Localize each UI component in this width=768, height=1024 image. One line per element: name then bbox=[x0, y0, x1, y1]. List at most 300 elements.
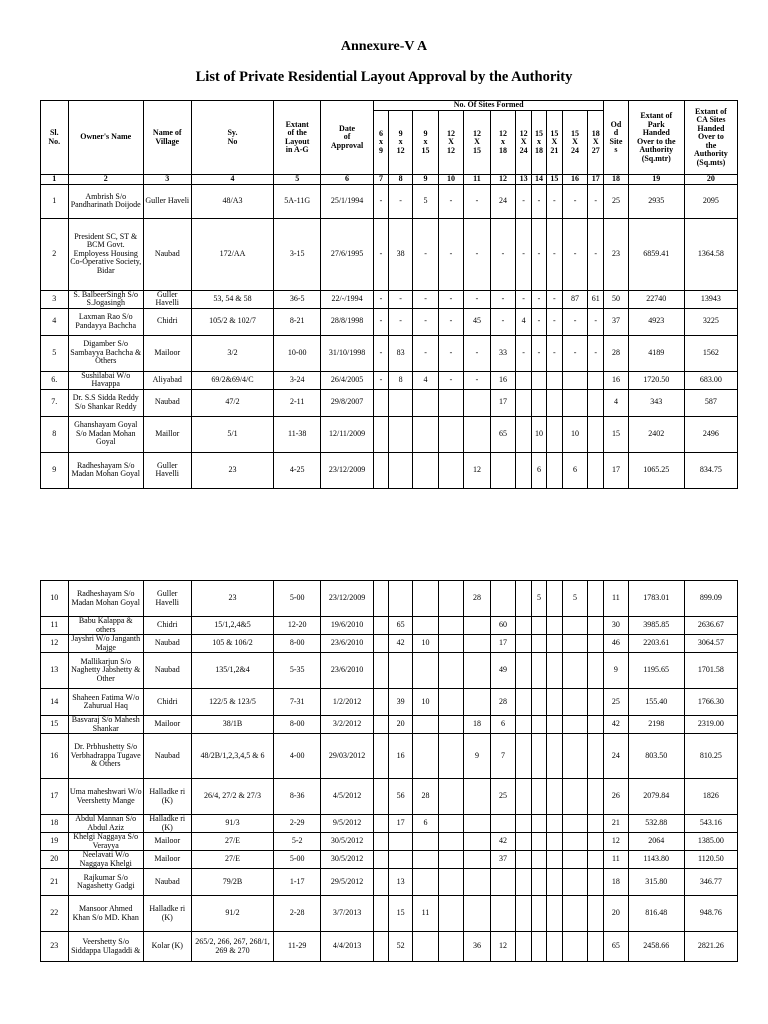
column-number: 1 bbox=[41, 175, 69, 185]
cell-site-count bbox=[438, 452, 463, 488]
cell-ca-area: 1562 bbox=[684, 335, 737, 371]
cell-site-count bbox=[374, 716, 389, 734]
cell-site-count bbox=[588, 833, 604, 851]
cell-park-area: 2079.84 bbox=[628, 779, 684, 815]
cell-village: Halladke ri (K) bbox=[143, 779, 191, 815]
cell-site-count bbox=[588, 851, 604, 869]
cell-owner-name: Ambrish S/o Pandharinath Doijode bbox=[68, 184, 143, 218]
cell-site-count bbox=[490, 581, 515, 617]
cell-site-count bbox=[374, 932, 389, 962]
cell-site-count bbox=[588, 389, 604, 416]
table-row bbox=[41, 932, 738, 962]
cell-ca-area: 1701.58 bbox=[684, 653, 737, 689]
cell-owner-name: Jayshri W/o Janganth Majge bbox=[68, 635, 143, 653]
cell-site-count bbox=[516, 932, 532, 962]
cell-site-count bbox=[388, 851, 412, 869]
header-sites-formed: No. Of Sites Formed bbox=[374, 101, 604, 111]
cell-site-count bbox=[532, 869, 547, 896]
cell-site-count bbox=[516, 869, 532, 896]
cell-site-count: - bbox=[438, 218, 463, 290]
cell-site-count bbox=[588, 716, 604, 734]
cell-site-count bbox=[374, 896, 389, 932]
cell-park-area: 532.88 bbox=[628, 815, 684, 833]
cell-sy-no: 265/2, 266, 267, 268/1, 269 & 270 bbox=[191, 932, 274, 962]
cell-ca-area: 1120.50 bbox=[684, 851, 737, 869]
cell-site-count bbox=[588, 734, 604, 779]
cell-owner-name: Dr. S.S Sidda Reddy S/o Shankar Reddy bbox=[68, 389, 143, 416]
cell-site-count bbox=[438, 635, 463, 653]
cell-site-count bbox=[374, 653, 389, 689]
cell-site-count bbox=[516, 416, 532, 452]
cell-site-count: - bbox=[546, 290, 562, 308]
cell-ca-area: 2636.67 bbox=[684, 617, 737, 635]
header-extant-layout: Extant of the Layout in A-G bbox=[274, 101, 321, 175]
cell-site-count bbox=[374, 635, 389, 653]
cell-owner-name: Digamber S/o Sambayya Bachcha & Others bbox=[68, 335, 143, 371]
cell-extant: 8-00 bbox=[274, 635, 321, 653]
cell-extant: 3-24 bbox=[274, 371, 321, 389]
cell-site-count bbox=[516, 689, 532, 716]
cell-site-count bbox=[532, 779, 547, 815]
cell-site-count bbox=[516, 779, 532, 815]
cell-site-count bbox=[562, 869, 587, 896]
cell-site-count bbox=[588, 617, 604, 635]
column-number: 14 bbox=[532, 175, 547, 185]
cell-site-count: - bbox=[516, 290, 532, 308]
cell-site-count bbox=[413, 716, 438, 734]
cell-site-count bbox=[464, 617, 491, 635]
header-site-size: 9 x 15 bbox=[413, 111, 438, 175]
cell-site-count bbox=[546, 653, 562, 689]
cell-site-count: 4 bbox=[516, 308, 532, 335]
cell-site-count: - bbox=[388, 290, 412, 308]
cell-park-area: 2402 bbox=[628, 416, 684, 452]
cell-site-count bbox=[562, 617, 587, 635]
cell-owner-name: Neelavati W/o Naggaya Khelgi bbox=[68, 851, 143, 869]
cell-site-count bbox=[546, 635, 562, 653]
cell-extant: 1-17 bbox=[274, 869, 321, 896]
cell-site-count bbox=[532, 932, 547, 962]
cell-site-count: 49 bbox=[490, 653, 515, 689]
table-row bbox=[41, 653, 738, 689]
cell-site-count bbox=[464, 416, 491, 452]
cell-site-count bbox=[562, 389, 587, 416]
cell-site-count bbox=[546, 389, 562, 416]
cell-site-count bbox=[374, 452, 389, 488]
cell-site-count bbox=[516, 581, 532, 617]
cell-sy-no: 122/5 & 123/5 bbox=[191, 689, 274, 716]
cell-site-count bbox=[532, 851, 547, 869]
table-row bbox=[41, 779, 738, 815]
cell-site-count: - bbox=[562, 218, 587, 290]
cell-village: Naubad bbox=[143, 389, 191, 416]
cell-site-count bbox=[464, 653, 491, 689]
cell-owner-name: Sushilabai W/o Havappa bbox=[68, 371, 143, 389]
header-site-size: 12 X 15 bbox=[464, 111, 491, 175]
cell-site-count: 16 bbox=[388, 734, 412, 779]
table-row bbox=[41, 617, 738, 635]
cell-sy-no: 38/1B bbox=[191, 716, 274, 734]
column-number: 12 bbox=[490, 175, 515, 185]
cell-site-count bbox=[490, 452, 515, 488]
cell-site-count bbox=[374, 617, 389, 635]
header-odd-sites: Od d Site s bbox=[604, 101, 628, 175]
cell-sy-no: 23 bbox=[191, 452, 274, 488]
cell-sl-no: 13 bbox=[41, 653, 69, 689]
cell-site-count: - bbox=[490, 290, 515, 308]
cell-extant: 8-00 bbox=[274, 716, 321, 734]
cell-site-count bbox=[532, 833, 547, 851]
column-number: 18 bbox=[604, 175, 628, 185]
cell-village: Naubad bbox=[143, 734, 191, 779]
table-row bbox=[41, 635, 738, 653]
cell-owner-name: Ghanshayam Goyal S/o Madan Mohan Goyal bbox=[68, 416, 143, 452]
cell-site-count: - bbox=[464, 184, 491, 218]
cell-site-count: 87 bbox=[562, 290, 587, 308]
cell-sy-no: 172/AA bbox=[191, 218, 274, 290]
cell-site-count: - bbox=[438, 335, 463, 371]
cell-sy-no: 5/1 bbox=[191, 416, 274, 452]
cell-site-count: - bbox=[374, 290, 389, 308]
cell-site-count bbox=[532, 617, 547, 635]
cell-site-count: - bbox=[516, 184, 532, 218]
cell-sy-no: 23 bbox=[191, 581, 274, 617]
cell-sy-no: 105 & 106/2 bbox=[191, 635, 274, 653]
cell-sy-no: 48/A3 bbox=[191, 184, 274, 218]
cell-ca-area: 948.76 bbox=[684, 896, 737, 932]
header-site-size: 12 X 24 bbox=[516, 111, 532, 175]
cell-site-count: 65 bbox=[388, 617, 412, 635]
cell-park-area: 2935 bbox=[628, 184, 684, 218]
cell-site-count bbox=[388, 833, 412, 851]
cell-site-count: 83 bbox=[388, 335, 412, 371]
cell-site-count: - bbox=[413, 218, 438, 290]
cell-site-count bbox=[532, 371, 547, 389]
cell-sl-no: 4 bbox=[41, 308, 69, 335]
cell-owner-name: Mansoor Ahmed Khan S/o MD. Khan bbox=[68, 896, 143, 932]
cell-park-area: 343 bbox=[628, 389, 684, 416]
cell-sl-no: 12 bbox=[41, 635, 69, 653]
cell-site-count: - bbox=[413, 308, 438, 335]
cell-sl-no: 15 bbox=[41, 716, 69, 734]
cell-site-count bbox=[546, 779, 562, 815]
cell-odd-sites: 11 bbox=[604, 581, 628, 617]
cell-date: 27/6/1995 bbox=[321, 218, 374, 290]
cell-village: Guller Haveli bbox=[143, 184, 191, 218]
cell-sl-no: 2 bbox=[41, 218, 69, 290]
header-date-approval: Date of Approval bbox=[321, 101, 374, 175]
cell-site-count: - bbox=[516, 218, 532, 290]
cell-site-count bbox=[464, 833, 491, 851]
cell-extant: 8-36 bbox=[274, 779, 321, 815]
header-site-size: 15 x 18 bbox=[532, 111, 547, 175]
cell-site-count: 15 bbox=[388, 896, 412, 932]
cell-site-count: 28 bbox=[464, 581, 491, 617]
cell-park-area: 3985.85 bbox=[628, 617, 684, 635]
table-row bbox=[41, 896, 738, 932]
table-row bbox=[41, 184, 738, 218]
column-number: 19 bbox=[628, 175, 684, 185]
header-sy-no: Sy. No bbox=[191, 101, 274, 175]
cell-sy-no: 91/3 bbox=[191, 815, 274, 833]
cell-owner-name: Shaheen Fatima W/o Zahurual Haq bbox=[68, 689, 143, 716]
cell-site-count bbox=[532, 815, 547, 833]
cell-site-count bbox=[546, 416, 562, 452]
cell-site-count: - bbox=[588, 308, 604, 335]
cell-park-area: 4189 bbox=[628, 335, 684, 371]
cell-site-count bbox=[562, 815, 587, 833]
header-village: Name of Village bbox=[143, 101, 191, 175]
cell-site-count: - bbox=[388, 184, 412, 218]
cell-site-count: 6 bbox=[532, 452, 547, 488]
cell-site-count bbox=[413, 734, 438, 779]
cell-sy-no: 135/1,2&4 bbox=[191, 653, 274, 689]
cell-odd-sites: 37 bbox=[604, 308, 628, 335]
cell-site-count bbox=[388, 452, 412, 488]
cell-sl-no: 18 bbox=[41, 815, 69, 833]
cell-site-count: 17 bbox=[490, 635, 515, 653]
cell-site-count: - bbox=[464, 371, 491, 389]
cell-site-count bbox=[588, 896, 604, 932]
table-row bbox=[41, 716, 738, 734]
cell-owner-name: Laxman Rao S/o Pandayya Bachcha bbox=[68, 308, 143, 335]
cell-date: 28/8/1998 bbox=[321, 308, 374, 335]
cell-site-count bbox=[464, 389, 491, 416]
cell-site-count: 33 bbox=[490, 335, 515, 371]
cell-date: 23/12/2009 bbox=[321, 452, 374, 488]
cell-site-count: 12 bbox=[490, 932, 515, 962]
cell-site-count: - bbox=[532, 335, 547, 371]
header-site-size: 12 X 12 bbox=[438, 111, 463, 175]
cell-owner-name: Dr. Prbhushetty S/o Verbhadrappa Tugave & Others bbox=[68, 734, 143, 779]
cell-site-count bbox=[588, 371, 604, 389]
cell-site-count: 9 bbox=[464, 734, 491, 779]
cell-site-count: 6 bbox=[562, 452, 587, 488]
cell-village: Naubad bbox=[143, 653, 191, 689]
cell-site-count: - bbox=[546, 218, 562, 290]
cell-odd-sites: 24 bbox=[604, 734, 628, 779]
cell-village: Mailoor bbox=[143, 335, 191, 371]
cell-site-count bbox=[438, 581, 463, 617]
cell-date: 23/12/2009 bbox=[321, 581, 374, 617]
cell-site-count: - bbox=[374, 218, 389, 290]
cell-site-count bbox=[532, 389, 547, 416]
cell-village: Halladke ri (K) bbox=[143, 896, 191, 932]
cell-site-count bbox=[516, 452, 532, 488]
cell-ca-area: 3064.57 bbox=[684, 635, 737, 653]
cell-site-count: 4 bbox=[413, 371, 438, 389]
cell-site-count bbox=[562, 689, 587, 716]
header-site-size: 15 X 24 bbox=[562, 111, 587, 175]
cell-owner-name: S. BalbeerSingh S/o S.Jogasingh bbox=[68, 290, 143, 308]
cell-odd-sites: 23 bbox=[604, 218, 628, 290]
cell-sy-no: 27/E bbox=[191, 851, 274, 869]
cell-site-count bbox=[588, 581, 604, 617]
cell-extant: 5-00 bbox=[274, 851, 321, 869]
annexure-title: Annexure-V A bbox=[340, 39, 428, 54]
cell-site-count: - bbox=[490, 308, 515, 335]
cell-site-count bbox=[490, 896, 515, 932]
cell-date: 30/5/2012 bbox=[321, 851, 374, 869]
cell-site-count: 18 bbox=[464, 716, 491, 734]
header-site-size: 18 X 27 bbox=[588, 111, 604, 175]
cell-ca-area: 2821.26 bbox=[684, 932, 737, 962]
cell-site-count bbox=[546, 689, 562, 716]
cell-odd-sites: 17 bbox=[604, 452, 628, 488]
cell-sy-no: 48/2B/1,2,3,4,5 & 6 bbox=[191, 734, 274, 779]
cell-site-count: - bbox=[546, 184, 562, 218]
cell-village: Naubad bbox=[143, 218, 191, 290]
cell-sl-no: 19 bbox=[41, 833, 69, 851]
cell-site-count bbox=[388, 653, 412, 689]
cell-site-count bbox=[374, 869, 389, 896]
cell-site-count bbox=[388, 389, 412, 416]
cell-site-count bbox=[516, 389, 532, 416]
cell-site-count bbox=[413, 617, 438, 635]
header-site-size: 6 x 9 bbox=[374, 111, 389, 175]
cell-site-count: 60 bbox=[490, 617, 515, 635]
cell-site-count bbox=[546, 896, 562, 932]
cell-village: Kolar (K) bbox=[143, 932, 191, 962]
column-number: 10 bbox=[438, 175, 463, 185]
cell-site-count bbox=[438, 389, 463, 416]
cell-odd-sites: 16 bbox=[604, 371, 628, 389]
cell-sl-no: 9 bbox=[41, 452, 69, 488]
cell-site-count: - bbox=[588, 218, 604, 290]
column-number: 7 bbox=[374, 175, 389, 185]
cell-sl-no: 1 bbox=[41, 184, 69, 218]
table-row bbox=[41, 389, 738, 416]
cell-park-area: 1195.65 bbox=[628, 653, 684, 689]
cell-site-count: 38 bbox=[388, 218, 412, 290]
cell-park-area: 2064 bbox=[628, 833, 684, 851]
cell-site-count: - bbox=[438, 308, 463, 335]
cell-village: Mailoor bbox=[143, 833, 191, 851]
cell-site-count bbox=[438, 779, 463, 815]
cell-site-count bbox=[438, 416, 463, 452]
cell-odd-sites: 20 bbox=[604, 896, 628, 932]
cell-site-count bbox=[438, 815, 463, 833]
cell-site-count: 42 bbox=[490, 833, 515, 851]
cell-extant: 36-5 bbox=[274, 290, 321, 308]
cell-site-count: 37 bbox=[490, 851, 515, 869]
cell-ca-area: 683.00 bbox=[684, 371, 737, 389]
column-number: 4 bbox=[191, 175, 274, 185]
cell-date: 1/2/2012 bbox=[321, 689, 374, 716]
cell-ca-area: 3225 bbox=[684, 308, 737, 335]
cell-site-count: 28 bbox=[490, 689, 515, 716]
cell-park-area: 4923 bbox=[628, 308, 684, 335]
cell-extant: 4-00 bbox=[274, 734, 321, 779]
cell-village: Naubad bbox=[143, 635, 191, 653]
cell-site-count: - bbox=[562, 308, 587, 335]
cell-odd-sites: 15 bbox=[604, 416, 628, 452]
cell-site-count bbox=[374, 389, 389, 416]
cell-site-count bbox=[464, 896, 491, 932]
cell-site-count: 10 bbox=[532, 416, 547, 452]
cell-site-count bbox=[438, 653, 463, 689]
cell-date: 23/6/2010 bbox=[321, 635, 374, 653]
cell-site-count: 56 bbox=[388, 779, 412, 815]
cell-ca-area: 13943 bbox=[684, 290, 737, 308]
cell-site-count bbox=[438, 833, 463, 851]
cell-site-count: - bbox=[438, 371, 463, 389]
cell-site-count bbox=[588, 815, 604, 833]
cell-site-count bbox=[546, 869, 562, 896]
cell-site-count bbox=[413, 833, 438, 851]
cell-village: Guller Havelli bbox=[143, 290, 191, 308]
cell-site-count bbox=[516, 833, 532, 851]
cell-site-count bbox=[438, 896, 463, 932]
cell-site-count bbox=[464, 779, 491, 815]
cell-site-count: 17 bbox=[388, 815, 412, 833]
cell-odd-sites: 50 bbox=[604, 290, 628, 308]
cell-site-count bbox=[562, 734, 587, 779]
cell-park-area: 315.80 bbox=[628, 869, 684, 896]
table-row bbox=[41, 452, 738, 488]
cell-ca-area: 346.77 bbox=[684, 869, 737, 896]
header-park-area: Extant of Park Handed Over to the Authority (Sq.mtr) bbox=[628, 101, 684, 175]
cell-site-count bbox=[562, 635, 587, 653]
header-site-size: 15 X 21 bbox=[546, 111, 562, 175]
table-row bbox=[41, 308, 738, 335]
cell-site-count: 10 bbox=[562, 416, 587, 452]
cell-date: 9/5/2012 bbox=[321, 815, 374, 833]
cell-site-count: - bbox=[546, 335, 562, 371]
cell-site-count: 45 bbox=[464, 308, 491, 335]
cell-site-count: - bbox=[438, 184, 463, 218]
cell-site-count bbox=[374, 416, 389, 452]
cell-park-area: 2198 bbox=[628, 716, 684, 734]
layout-approval-table-part-2 bbox=[40, 580, 738, 962]
cell-sl-no: 20 bbox=[41, 851, 69, 869]
cell-site-count bbox=[516, 617, 532, 635]
cell-date: 3/7/2013 bbox=[321, 896, 374, 932]
cell-site-count bbox=[546, 833, 562, 851]
cell-date: 19/6/2010 bbox=[321, 617, 374, 635]
cell-village: Chidri bbox=[143, 689, 191, 716]
cell-park-area: 803.50 bbox=[628, 734, 684, 779]
cell-owner-name: Veershetty S/o Siddappa Ulagaddi & bbox=[68, 932, 143, 962]
header-site-size: 9 x 12 bbox=[388, 111, 412, 175]
cell-site-count: - bbox=[374, 184, 389, 218]
cell-site-count bbox=[532, 689, 547, 716]
table-row bbox=[41, 734, 738, 779]
cell-sy-no: 53, 54 & 58 bbox=[191, 290, 274, 308]
cell-park-area: 22740 bbox=[628, 290, 684, 308]
cell-extant: 3-15 bbox=[274, 218, 321, 290]
cell-site-count bbox=[562, 932, 587, 962]
cell-extant: 7-31 bbox=[274, 689, 321, 716]
cell-site-count bbox=[546, 617, 562, 635]
cell-village: Chidri bbox=[143, 308, 191, 335]
cell-owner-name: Radheshayam S/o Madan Mohan Goyal bbox=[68, 452, 143, 488]
cell-site-count bbox=[546, 734, 562, 779]
cell-site-count bbox=[438, 851, 463, 869]
table-row bbox=[41, 851, 738, 869]
cell-date: 4/5/2012 bbox=[321, 779, 374, 815]
cell-ca-area: 899.09 bbox=[684, 581, 737, 617]
cell-park-area: 1065.25 bbox=[628, 452, 684, 488]
column-number: 9 bbox=[413, 175, 438, 185]
cell-site-count: - bbox=[388, 308, 412, 335]
cell-site-count bbox=[413, 452, 438, 488]
cell-date: 26/4/2005 bbox=[321, 371, 374, 389]
cell-site-count bbox=[413, 416, 438, 452]
cell-site-count bbox=[413, 581, 438, 617]
cell-date: 31/10/1998 bbox=[321, 335, 374, 371]
table-row bbox=[41, 833, 738, 851]
